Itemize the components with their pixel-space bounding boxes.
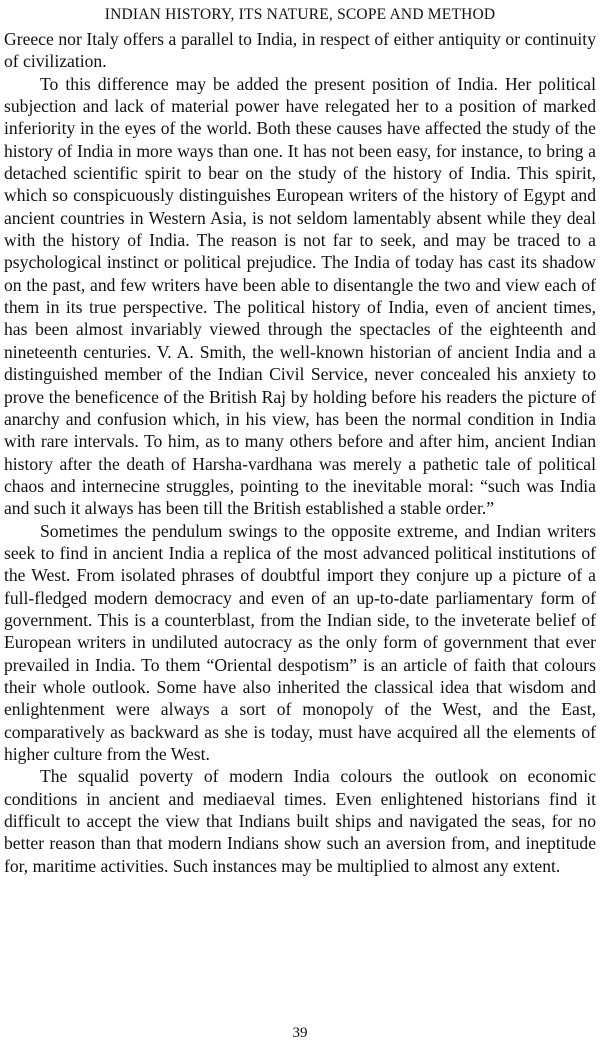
paragraph-continuation: Greece nor Italy offers a parallel to India, in respect of either antiquity or continuity of civilization. [4, 29, 596, 72]
running-head: INDIAN HISTORY, ITS NATURE, SCOPE AND METHOD [104, 6, 496, 23]
body-text [4, 28, 596, 877]
paragraph-present-position: To this difference may be added the present position of India. Her political subjection and lack of material power have relegated her to a position of marked inferiority in the eyes of the world. Both these causes have affected the study of the history of India in more ways than one. It has not been easy, for instance, to bring a detached scientific spirit to bear on the study of the history of India. This spirit, which so conspicuously distinguishes European writers of the history of Egypt and ancient countries in Western Asia, is not seldom lamentably absent while they deal with the history of India. The reason is not far to seek, and may be traced to a psychological instinct or political prejudice. The India of today has cast its shadow on the past, and few writers have been able to disentangle the two and view each of them in its true perspective. The political history of India, even of ancient times, has been almost invariably viewed through the spectacles of the eighteenth and nineteenth centuries. V. A. Smith, the well-known historian of ancient India and a distinguished member of the Indian Civil Service, never concealed his anxiety to prove the beneficence of the British Raj by holding before his readers the picture of anarchy and confusion which, in his view, has been the normal condition in India with rare intervals. To him, as to many others before and after him, ancient Indian history after the death of Harsha-vardhana was merely a pathetic tale of political chaos and internecine struggles, pointing to the inevitable moral: “such was India and such it always has been till the British established a stable order.” [4, 73, 596, 519]
paragraph-poverty: The squalid poverty of modern India colours the outlook on economic conditions in ancient and mediaeval times. Even enlightened historians find it difficult to accept the view that Indians built ships and navigated the seas, for no better reason than that modern Indians show such an aversion from, and ineptitude for, maritime activities. Such instances may be multiplied to almost any extent. [4, 766, 596, 876]
page-number: 39 [292, 1025, 308, 1041]
paragraph-pendulum: Sometimes the pendulum swings to the opposite extreme, and Indian writers seek to find in ancient India a replica of the most advanced political institutions of the West. From isolated phrases of doubtful import they conjure up a picture of a full-fledged modern democracy and even of an up-to-date parliamentary form of government. This is a counterblast, from the Indian side, to the inveterate belief of European writers in undiluted autocracy as the only form of government that ever prevailed in India. To them “Oriental despotism” is an article of faith that colours their whole outlook. Some have also inherited the classical idea that wisdom and enlightenment were always a sort of monopoly of the West, and the East, comparatively as backward as she is today, must have acquired all the elements of higher culture from the West. [4, 520, 596, 764]
